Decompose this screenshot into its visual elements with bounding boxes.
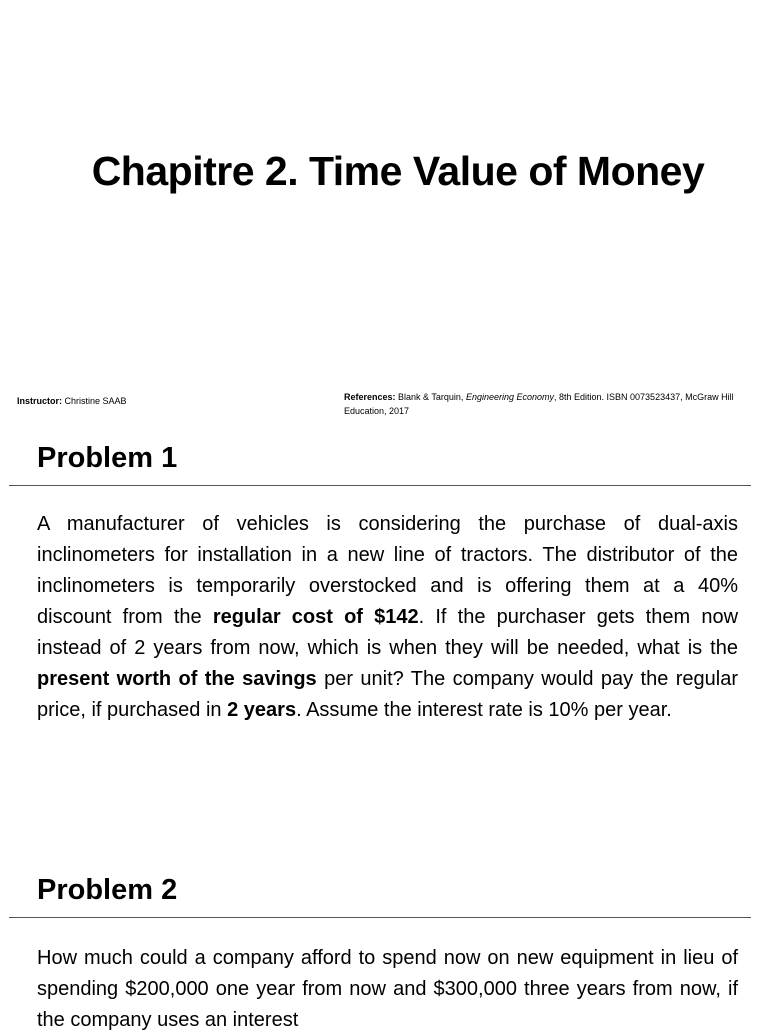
problem2-text: How much could a company afford to spend now on new equipment in lieu of spending $200,000 one year from now and $300,000 three years from now, if the company uses an interest <box>37 947 738 1031</box>
references-label: References: <box>344 392 396 402</box>
problem1-text-part4: . Assume the interest rate is 10% per year. <box>296 699 672 721</box>
problem2-heading: Problem 2 <box>37 874 178 906</box>
problem1-text <box>37 509 738 726</box>
references-line <box>344 390 764 418</box>
problem1-text-part3: per unit? The company would pay the regular price, if purchased in <box>37 668 739 721</box>
problem1-text-part2: . If the purchaser gets them now instead of 2 years from now, which is when they will be needed, what is the <box>37 606 739 659</box>
instructor-name: Christine SAAB <box>64 396 127 406</box>
problem1-text-part1: A manufacturer of vehicles is considering the purchase of dual-axis inclinometers for installation in a new line of tractors. The distributor of the inclinometers is temporarily overstocked and is offering them at a 40% discount from the <box>37 513 738 628</box>
references-book: Engineering Economy <box>465 392 554 402</box>
page-title: Chapitre 2. Time Value of Money <box>91 148 705 194</box>
references-details: , 8th Edition. ISBN 0073523437, McGraw Hill Education, 2017 <box>344 392 734 416</box>
references-authors: Blank & Tarquin, <box>398 392 464 402</box>
problem2-divider <box>9 917 751 918</box>
problem1-bold-years: 2 years <box>227 699 297 721</box>
problem1-bold-cost: regular cost of $142 <box>212 606 419 628</box>
problem1-divider <box>9 485 751 486</box>
problem1-bold-present-worth: present worth of the savings <box>37 668 317 690</box>
instructor-line <box>17 396 127 406</box>
instructor-label: Instructor: <box>17 396 62 406</box>
problem1-heading: Problem 1 <box>37 442 178 474</box>
